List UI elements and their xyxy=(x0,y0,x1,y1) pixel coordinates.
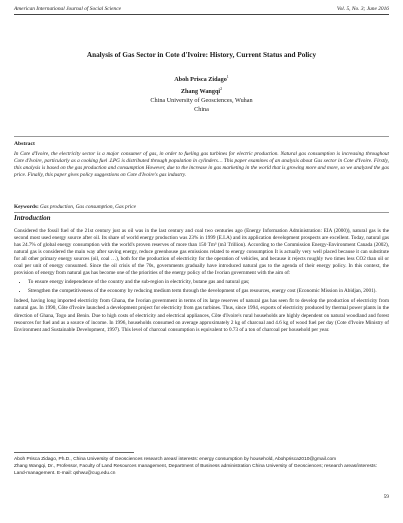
abstract-heading: Abstract xyxy=(14,141,35,147)
page-number: 59 xyxy=(383,494,389,500)
author-2-sup: 2 xyxy=(220,86,223,92)
list-item: • To ensure energy independence of the country and the sub-region in electricity, butane gas and natural gas; xyxy=(28,279,389,286)
introduction-body xyxy=(14,228,389,336)
journal-name: American International Journal of Social Science xyxy=(14,6,122,12)
running-header xyxy=(14,6,389,12)
country: China xyxy=(194,106,209,114)
paper-title: Analysis of Gas Sector in Cote d'Ivoire: History, Current Status and Policy xyxy=(86,51,317,59)
author-1-sup: 1 xyxy=(226,74,229,79)
footnote-1: Aboh Prisca Zidago, Ph.D., China University of Geosciences research areas/ interests: energy consumption by household, Abohprisca2010@gmail.com xyxy=(14,457,337,462)
author-1: Aboh Prisca Zidago xyxy=(174,76,227,84)
policy-aims-list xyxy=(14,279,389,295)
abstract-rule xyxy=(14,136,389,137)
abstract-text: In Cote d'Ivoire, the electricity sector is a major consumer of gas, in order to fueling gas turbines for electric production. Natural gas consumption is increasing throughout Cote d'Ivoire, particularly as a cooking fuel .LPG is distributed through population in cylinders… This paper examines of an analysis about Gas sector in Cote d'Ivoire. Firstly, this analysis is based on the gas production and consumption However, due to the increase in gas marketing in the world that is growing more and more, so we analyzed the gas price. Finally, this paper gives policy suggestions on Cote d'Ivoire's gas industry. xyxy=(14,151,389,179)
intro-paragraph-1: Considered the fossil fuel of the 21st century just as oil was in the last century and coal two centuries ago (Energy Information Administration: EIA (2000)), natural gas is the second most used energy source after oil. Its share of world energy production was 23% in 1999 (E.I.A) and its application development prospects are excellent. Today, natural gas has 24.7% of global energy consumption with the world's proven reserves of more than 150 Tm³ (m3 Trillion). According to the Commission Energy-Environment Canada (2002), natural gas is considered the main way after saving energy, reduce greenhouse gas emissions related to energy consumption It is actually very well placed because it can substitute for all other primary energy sources (oil, coal …), both for the production of electricity for the operation of vehicles, and because it rejects roughly two times less CO2 than oil or coal per unit of energy consumed. Since the oil crisis of the 70s, governments gradually have introduced natural gas to the agenda of their energy policy. In this context, the provision of energy from natural gas has become one of the priorities of the energy policy of the Ivorian government with the aim of: xyxy=(14,228,389,277)
keywords-value: Gas production, Gas consumption, Gas price xyxy=(40,204,136,210)
keywords-label: Keywords: xyxy=(14,204,39,210)
footnotes xyxy=(14,456,389,477)
header-rule xyxy=(14,14,389,15)
keywords xyxy=(14,204,389,210)
footnote-2: Zhang Wangqi, Dr., Professor, Faculty of Land Resources management, Department of Business administration China University of Geosciences; research areas/interests: Land-management. E-mail: qshwu@cug.edu.cn xyxy=(14,464,377,476)
footnote-rule xyxy=(14,452,134,453)
affiliation: China University of Geosciences, Wuhan xyxy=(150,97,253,105)
list-item: • Strengthen the competitiveness of the economy by reducing medium term through the development of gas resources, energy cost (Economic Mission in Abidjan, 2001). xyxy=(28,288,389,295)
issue-info: Vol. 5, No. 3; June 2016 xyxy=(336,6,389,12)
intro-paragraph-2: Indeed, having long imported electricity from Ghana, the Ivorian government in terms of its large reserves of natural gas has seen fit to develop the production of electricity from natural gas. In 1990, Côte d'Ivoire launched a development project for electricity from gas turbines. Thus, since 1994, exports of electricity produced by thermal power plants in the direction of Ghana, Togo and Benin. Due to high costs of electricity and electrical appliances, Côte d'Ivoire's rural households are highly dependent on natural woodland and forest resources for fuel and as a source of income. In 1996, households consumed on average approximately 2 kg of charcoal and 4.6 kg of wood fuel per day (Cote d'Ivoire Ministry of Environment and Sustainable Development, 1997). This level of charcoal consumption is equivalent to 0.73 of a ton of charcoal per household per year. xyxy=(14,298,389,333)
author-block xyxy=(14,72,389,114)
section-rule xyxy=(14,212,389,213)
introduction-heading: Introduction xyxy=(14,214,51,222)
author-2: Zhang Wangqi xyxy=(180,88,221,96)
